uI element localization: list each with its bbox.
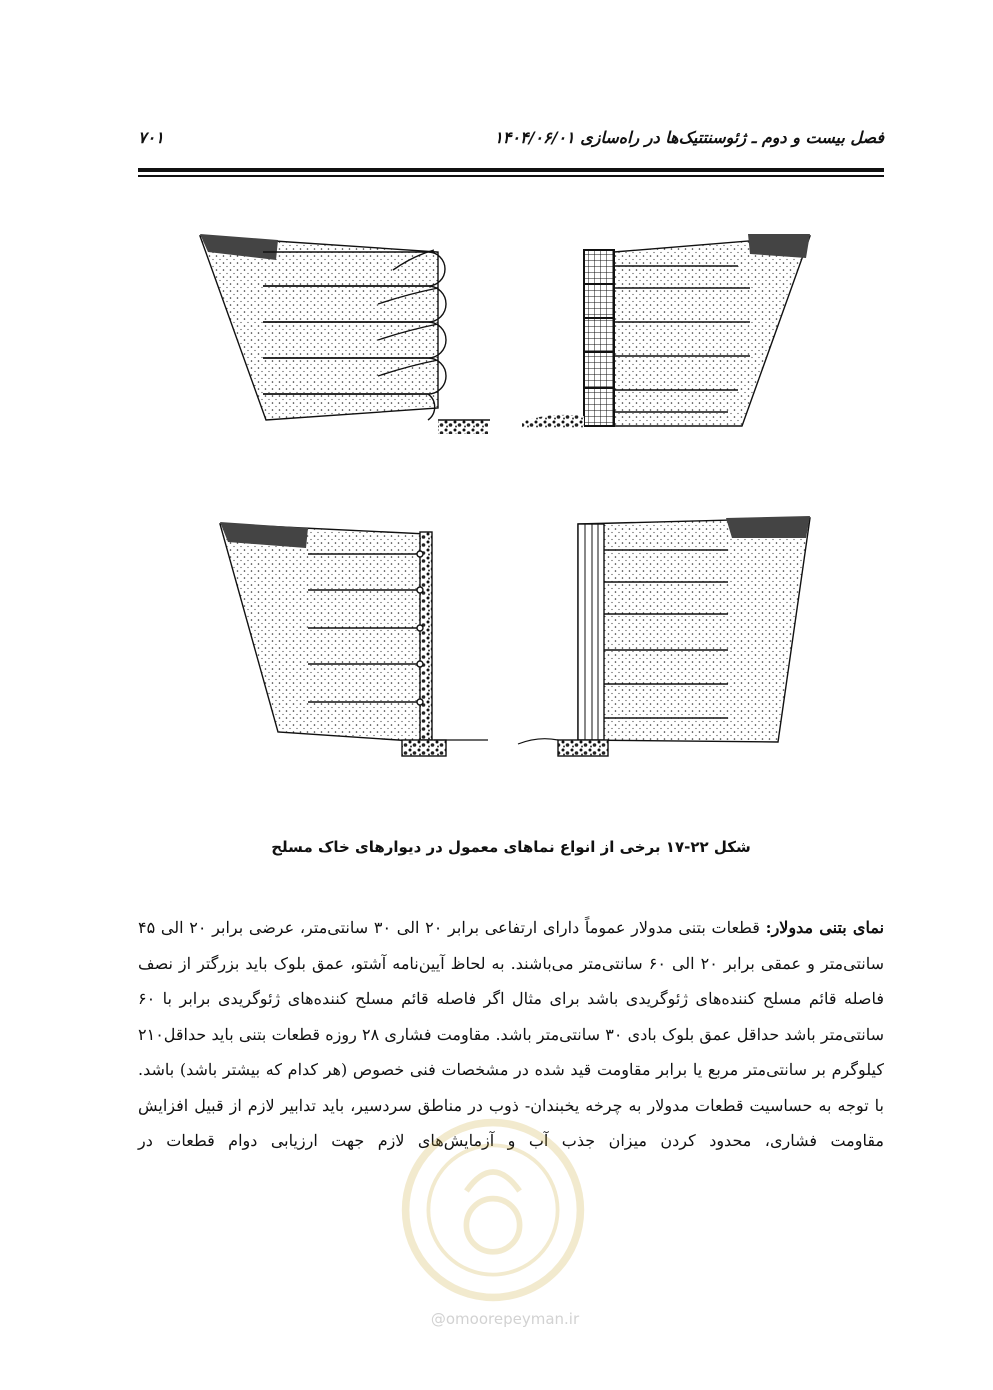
page-number: ۷۰۱	[138, 128, 164, 147]
wall-facing-figure	[138, 212, 884, 812]
watermark-text: @omoorepeyman.ir	[430, 1310, 580, 1328]
figure-caption: شکل ۲۲-۱۷ برخی از انواع نماهای معمول در دیوارهای خاک مسلح	[271, 838, 751, 856]
chapter-title: فصل بیست و دوم ـ ژئوسنتتیک‌ها در راه‌سازی ۱۴۰۴/۰۶/۰۱	[494, 128, 884, 147]
paragraph-term: نمای بتنی مدولار:	[765, 918, 885, 937]
page-header	[138, 128, 884, 158]
wire-mesh-face-wall-diagram	[220, 522, 488, 756]
watermark-seal-icon	[398, 1115, 588, 1305]
header-rule-thin	[138, 175, 884, 177]
gabion-face-wall-diagram	[522, 234, 810, 428]
paragraph-text: قطعات بتنی مدولار عموماً دارای ارتفاعی برابر ۲۰ الی ۳۰ سانتی‌متر، عرضی برابر ۲۰ الی ۴۵ سانتی‌متر و عمقی برابر ۲۰ الی ۶۰ سانتی‌متر می‌باشند. به لحاظ آیین‌نامه آشتو، عمق بلوک باید بزرگتر از نصف فاصله قائم مسلح کننده‌های ژئوگریدی باشد برای مثال اگر فاصله قائم مسلح کننده‌های ژئوگریدی برابر با ۶۰ سانتی‌متر باشد حداقل عمق بلوک بادی ۳۰ سانتی‌متر باشد. مقاومت فشاری ۲۸ روزه قطعات بتنی باید حداقل۲۱۰ کیلوگرم بر سانتی‌متر مربع یا برابر مقاومت قید شده در مشخصات فنی خصوص (هر کدام که بیشتر باشد) باشد. با توجه به حساسیت قطعات مدولار به چرخه یخبندان- ذوب در مناطق سردسیر، باید تدابیر لازم از قبیل افزایش مقاومت فشاری، محدود کردن میزان جذب آب و آزمایش‌های لازم جهت ارزیابی دوام قطعات در	[138, 918, 885, 1150]
header-rule-thick	[138, 168, 884, 172]
wrapped-face-wall-diagram	[200, 234, 490, 434]
panel-face-wall-diagram	[518, 516, 810, 756]
